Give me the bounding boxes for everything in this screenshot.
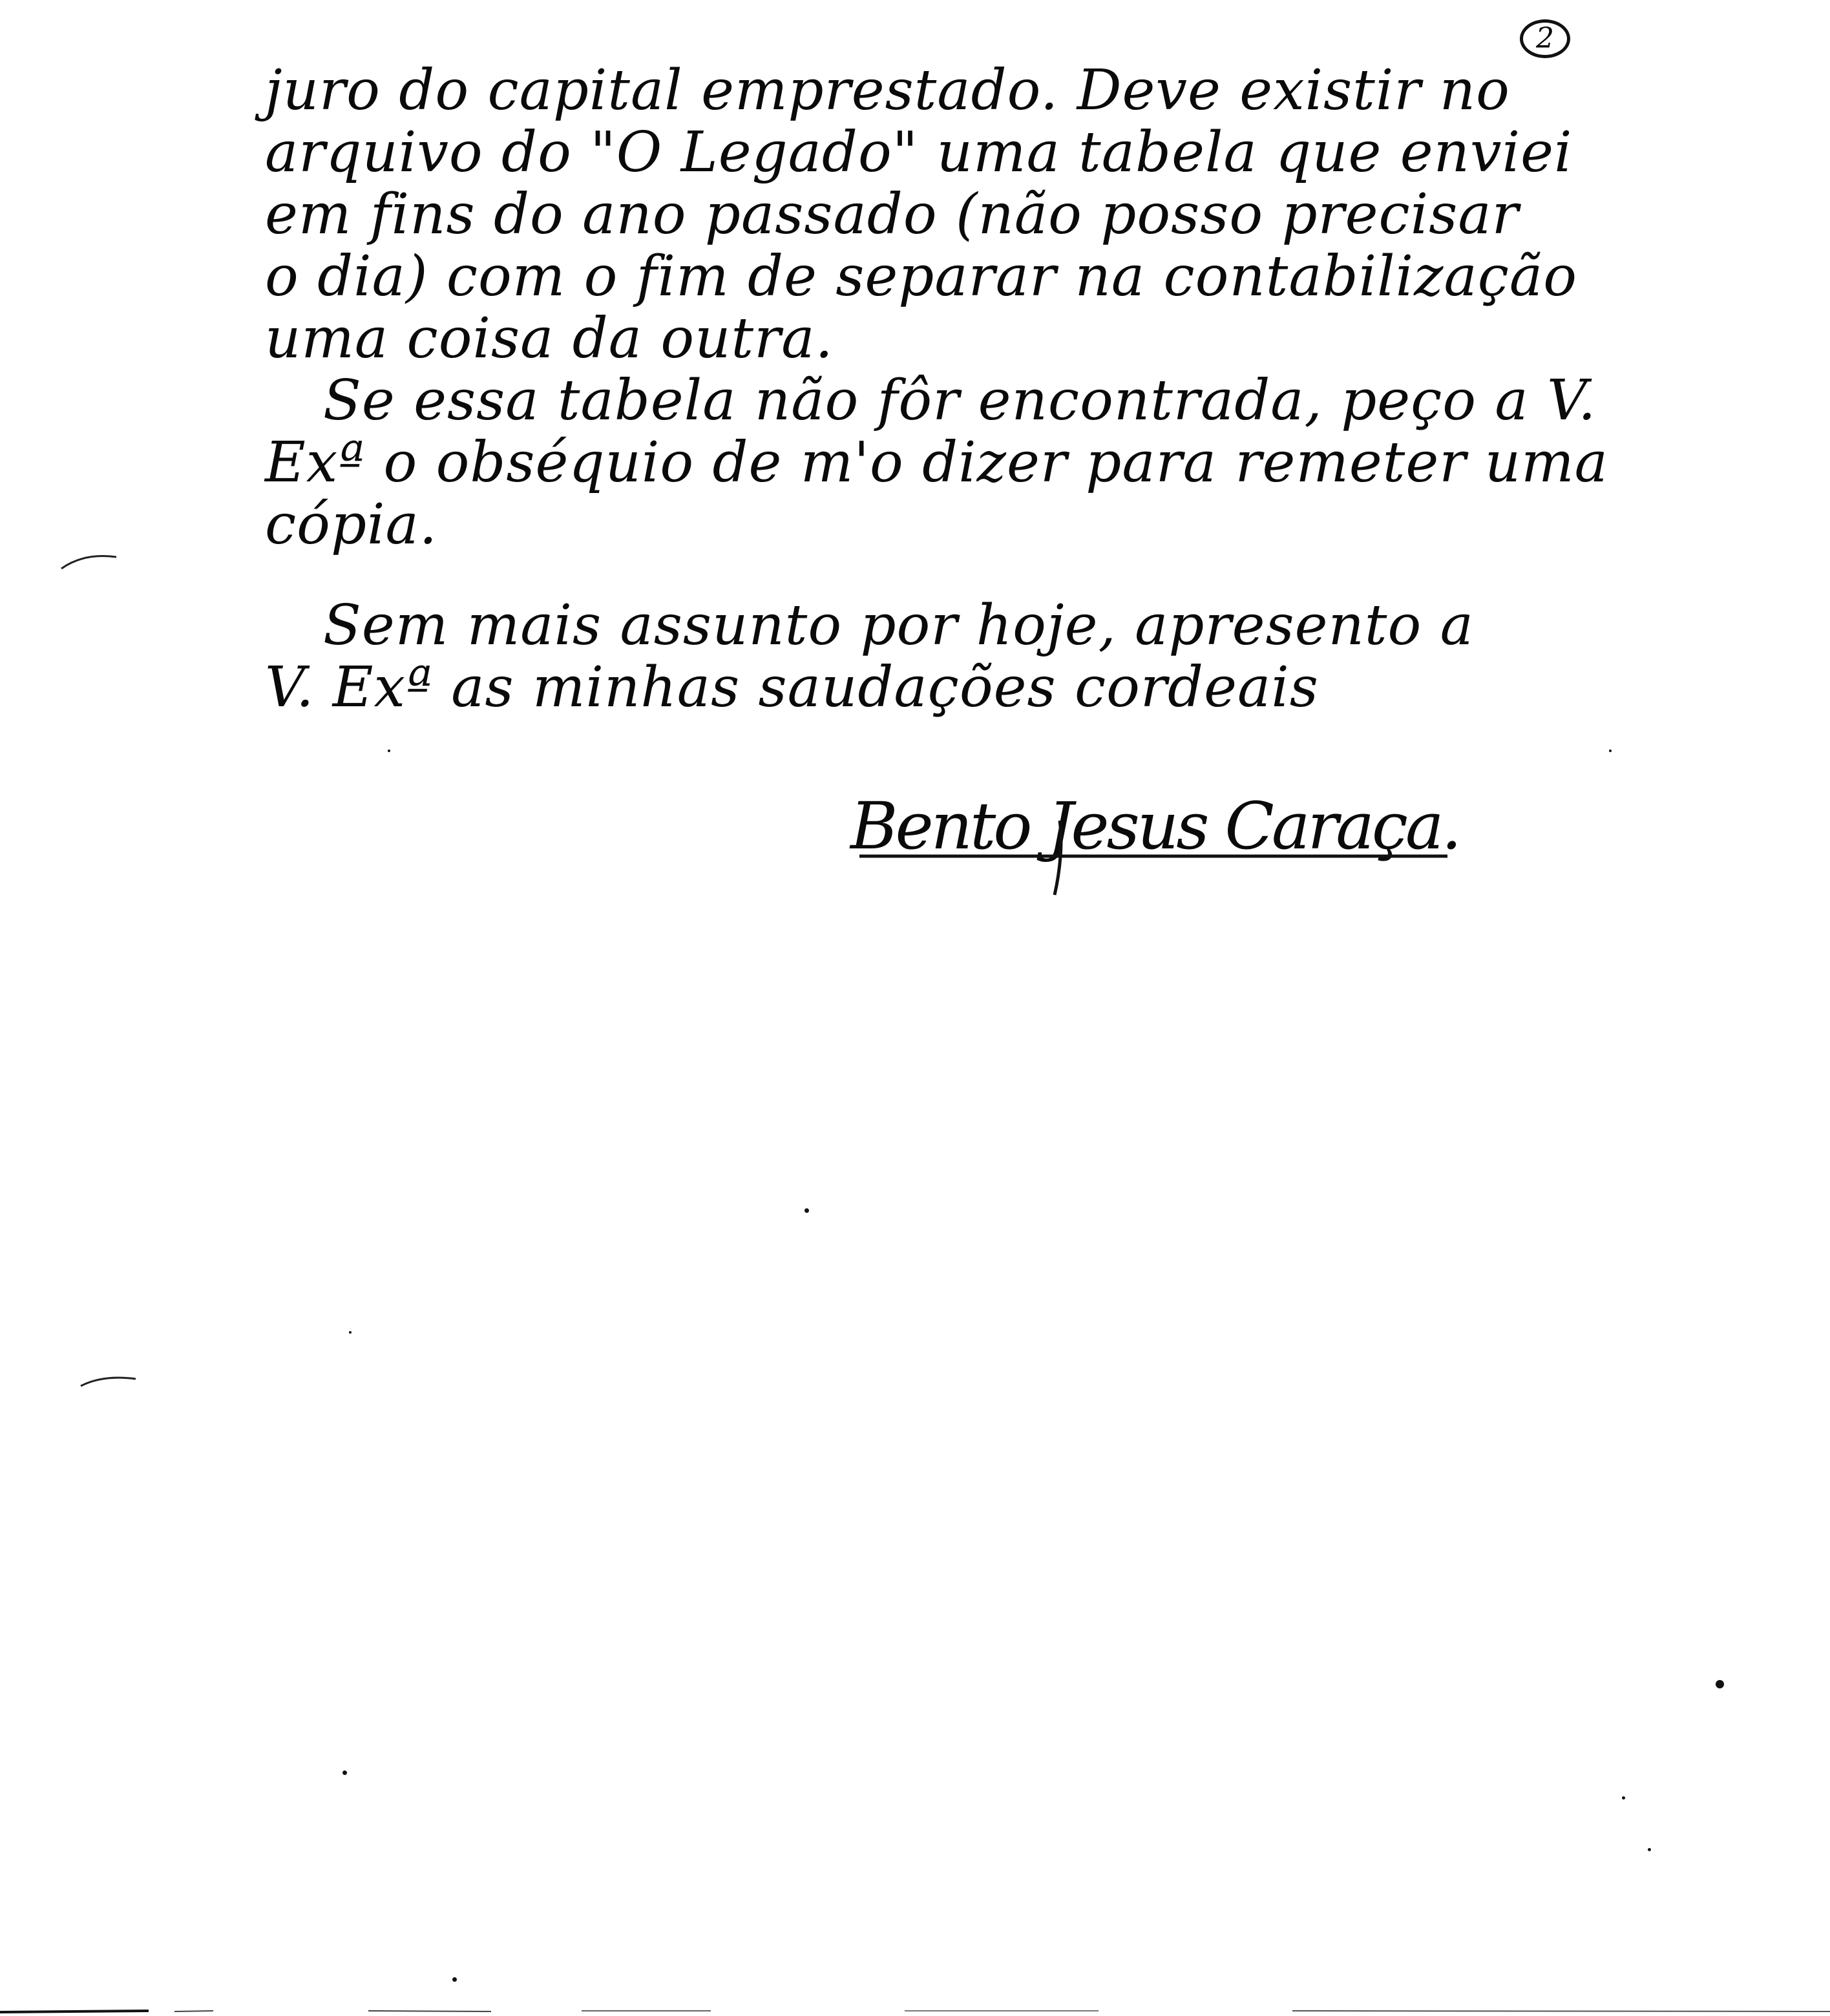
- signature-text: Bento Jesus Caraça.: [850, 788, 1460, 864]
- scan-speck: [1622, 1796, 1625, 1800]
- scan-bottom-edge: [0, 2006, 1830, 2016]
- scan-speck: [388, 750, 390, 752]
- scan-speck: [1609, 750, 1612, 752]
- letter-line: juro do capital emprestado. Deve existir no: [265, 58, 1510, 123]
- paragraph-gap: [265, 556, 1622, 594]
- letter-line: Exª o obséquio de m'o dizer para remeter uma: [265, 430, 1608, 495]
- scan-speck: [1648, 1848, 1651, 1851]
- letter-line: arquivo do "O Legado" uma tabela que enviei: [265, 120, 1573, 185]
- scan-speck: [452, 1977, 457, 1982]
- letter-line: em fins do ano passado (não posso precisar: [265, 182, 1519, 247]
- letter-line: Se essa tabela não fôr encontrada, peço a V.: [323, 368, 1597, 433]
- scan-speck: [1716, 1680, 1724, 1688]
- letter-line: cópia.: [265, 492, 438, 557]
- scan-speck: [349, 1331, 352, 1334]
- signature-flourish: [847, 782, 1447, 898]
- page-number: 2: [1520, 19, 1570, 58]
- letter-line: Sem mais assunto por hoje, apresento a: [323, 593, 1474, 658]
- scan-mark: [58, 549, 123, 575]
- signature: [847, 782, 1460, 898]
- letter-body: [265, 59, 1622, 719]
- scan-speck: [805, 1208, 809, 1213]
- letter-line: uma coisa da outra.: [265, 306, 834, 371]
- letter-line: V. Exª as minhas saudações cordeais: [265, 655, 1319, 720]
- scan-mark: [78, 1370, 142, 1396]
- scan-speck: [342, 1770, 347, 1775]
- letter-line: o dia) com o fim de separar na contabilização: [265, 244, 1577, 309]
